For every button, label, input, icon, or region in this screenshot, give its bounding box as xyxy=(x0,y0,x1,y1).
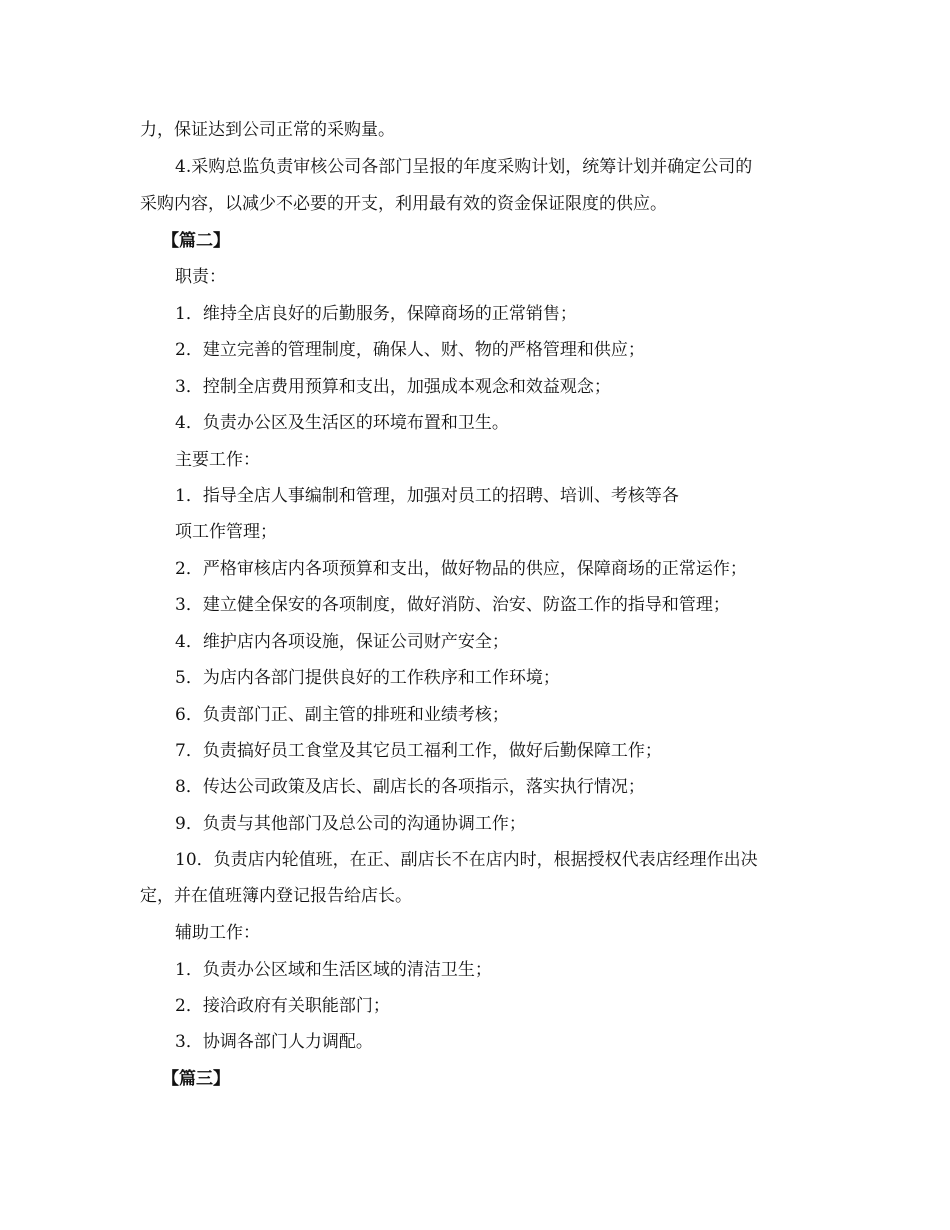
text-line: 采购内容，以减少不必要的开支，利用最有效的资金保证限度的供应。 xyxy=(140,194,667,214)
section-heading: 【篇二】 xyxy=(162,231,230,251)
list-item: 10．负责店内轮值班，在正、副店长不在店内时，根据授权代表店经理作出决 xyxy=(175,850,758,870)
list-item: 4．负责办公区及生活区的环境布置和卫生。 xyxy=(175,413,509,433)
list-item: 2．严格审核店内各项预算和支出，做好物品的供应，保障商场的正常运作； xyxy=(175,559,747,579)
list-item: 2．建立完善的管理制度，确保人、财、物的严格管理和供应； xyxy=(175,340,645,360)
list-item-continuation: 项工作管理； xyxy=(175,522,277,542)
section-heading: 【篇三】 xyxy=(162,1069,230,1089)
list-item-continuation: 定，并在值班簿内登记报告给店长。 xyxy=(140,886,412,906)
text-line: 力，保证达到公司正常的采购量。 xyxy=(140,120,395,140)
list-item: 1．负责办公区域和生活区域的清洁卫生； xyxy=(175,960,492,980)
subheading: 辅助工作： xyxy=(175,923,260,943)
list-item: 3．协调各部门人力调配。 xyxy=(175,1032,373,1052)
list-item: 8．传达公司政策及店长、副店长的各项指示，落实执行情况； xyxy=(175,777,645,797)
list-item: 3．控制全店费用预算和支出，加强成本观念和效益观念； xyxy=(175,377,611,397)
list-item: 1．指导全店人事编制和管理，加强对员工的招聘、培训、考核等各 xyxy=(175,486,679,506)
list-item: 5．为店内各部门提供良好的工作秩序和工作环境； xyxy=(175,668,560,688)
list-item: 2．接洽政府有关职能部门； xyxy=(175,996,390,1016)
text-line: 4.采购总监负责审核公司各部门呈报的年度采购计划，统筹计划并确定公司的 xyxy=(175,157,753,177)
subheading: 主要工作： xyxy=(175,450,260,470)
list-item: 7．负责搞好员工食堂及其它员工福利工作，做好后勤保障工作； xyxy=(175,741,662,761)
list-item: 6．负责部门正、副主管的排班和业绩考核； xyxy=(175,705,509,725)
list-item: 3．建立健全保安的各项制度，做好消防、治安、防盗工作的指导和管理； xyxy=(175,595,730,615)
list-item: 4．维护店内各项设施，保证公司财产安全； xyxy=(175,632,509,652)
subheading: 职责： xyxy=(175,267,226,287)
list-item: 1．维持全店良好的后勤服务，保障商场的正常销售； xyxy=(175,304,577,324)
list-item: 9．负责与其他部门及总公司的沟通协调工作； xyxy=(175,814,526,834)
